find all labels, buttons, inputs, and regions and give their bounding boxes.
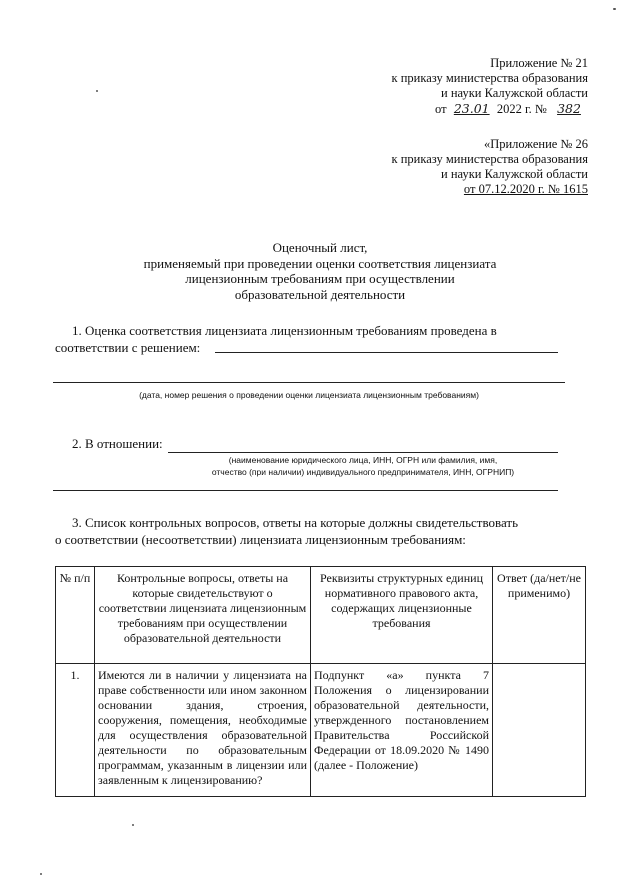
row-number: 1. (56, 664, 95, 797)
handwritten-date: 23.01 (453, 101, 490, 116)
header-questions: Контрольные вопросы, ответы на которые свидетельствуют о соответствии лицензиата лицензионным требованиям при осуществлении образовательной деятельности (95, 567, 311, 664)
attachment-new-block (392, 56, 588, 117)
scan-speck (40, 873, 42, 875)
attachment-old-date: от 07.12.2020 г. № 1615 (463, 182, 588, 196)
section-2-label: 2. В отношении: (72, 436, 163, 451)
attachment-old-ministry: и науки Калужской области (441, 167, 588, 181)
section-3 (55, 514, 585, 548)
date-prefix: от (435, 102, 447, 116)
decision-blank-line-2[interactable] (53, 382, 565, 383)
scan-speck (96, 90, 98, 92)
handwritten-number: 382 (557, 101, 581, 116)
subject-blank-line[interactable] (168, 452, 558, 453)
attachment-new-title: Приложение № 21 (490, 56, 588, 70)
section-1-line-2: соответствии с решением: (55, 340, 201, 355)
section-1 (55, 322, 585, 356)
row-requisites: Подпункт «а» пункта 7 Положения о лицензировании образовательной деятельности, утвержденного постановлением Правительства Российской Федерации от 18.09.2020 № 1490 (далее - Положение) (311, 664, 493, 797)
subject-blank-line-2[interactable] (53, 490, 558, 491)
decision-blank-line[interactable] (215, 352, 558, 353)
row-question: Имеются ли в наличии у лицензиата на праве собственности или ином законном основании здания, строения, сооружения, помещения, необходимые для осуществления образовательной деятельности по образовательным программам, указанным в лицензии или заявленным к лицензированию? (95, 664, 311, 797)
title-line-1: Оценочный лист, (272, 240, 368, 255)
scan-speck (132, 824, 134, 826)
attachment-old-block (392, 137, 588, 197)
table-header-row (56, 567, 586, 664)
table-row (56, 664, 586, 797)
decision-caption: (дата, номер решения о проведении оценки лицензиата лицензионным требованиям) (139, 390, 479, 400)
section-3-line-2: о соответствии (несоответствии) лицензиата лицензионным требованиям: (55, 532, 466, 547)
subject-caption-2: отчество (при наличии) индивидуального предпринимателя, ИНН, ОГРНИП) (211, 467, 515, 477)
title-line-4: образовательной деятельности (234, 286, 406, 302)
scan-speck (613, 8, 616, 10)
attachment-new-order: к приказу министерства образования (391, 71, 588, 85)
header-answer: Ответ (да/нет/не применимо) (493, 567, 586, 664)
checklist-table (55, 566, 586, 797)
subject-caption (168, 454, 558, 478)
title-line-2: применяемый при проведении оценки соответствия лицензиата (143, 255, 497, 271)
header-number: № п/п (56, 567, 95, 664)
header-requisites: Реквизиты структурных единиц нормативного правового акта, содержащих лицензионные требования (311, 567, 493, 664)
attachment-old-title: «Приложение № 26 (483, 137, 588, 151)
document-title (55, 240, 585, 302)
attachment-old-order: к приказу министерства образования (391, 152, 588, 166)
attachment-new-date-line (392, 101, 588, 117)
title-line-3: лицензионным требованиям при осуществлении (185, 271, 455, 286)
section-3-line-1: 3. Список контрольных вопросов, ответы на которые должны свидетельствовать (72, 515, 519, 530)
row-answer-cell[interactable] (493, 664, 586, 797)
subject-caption-1: (наименование юридического лица, ИНН, ОГРН или фамилия, имя, (228, 455, 498, 465)
date-suffix: 2022 г. № (496, 102, 547, 116)
section-1-line-1: 1. Оценка соответствия лицензиата лицензионным требованиям проведена в (72, 323, 497, 338)
attachment-new-ministry: и науки Калужской области (441, 86, 588, 100)
